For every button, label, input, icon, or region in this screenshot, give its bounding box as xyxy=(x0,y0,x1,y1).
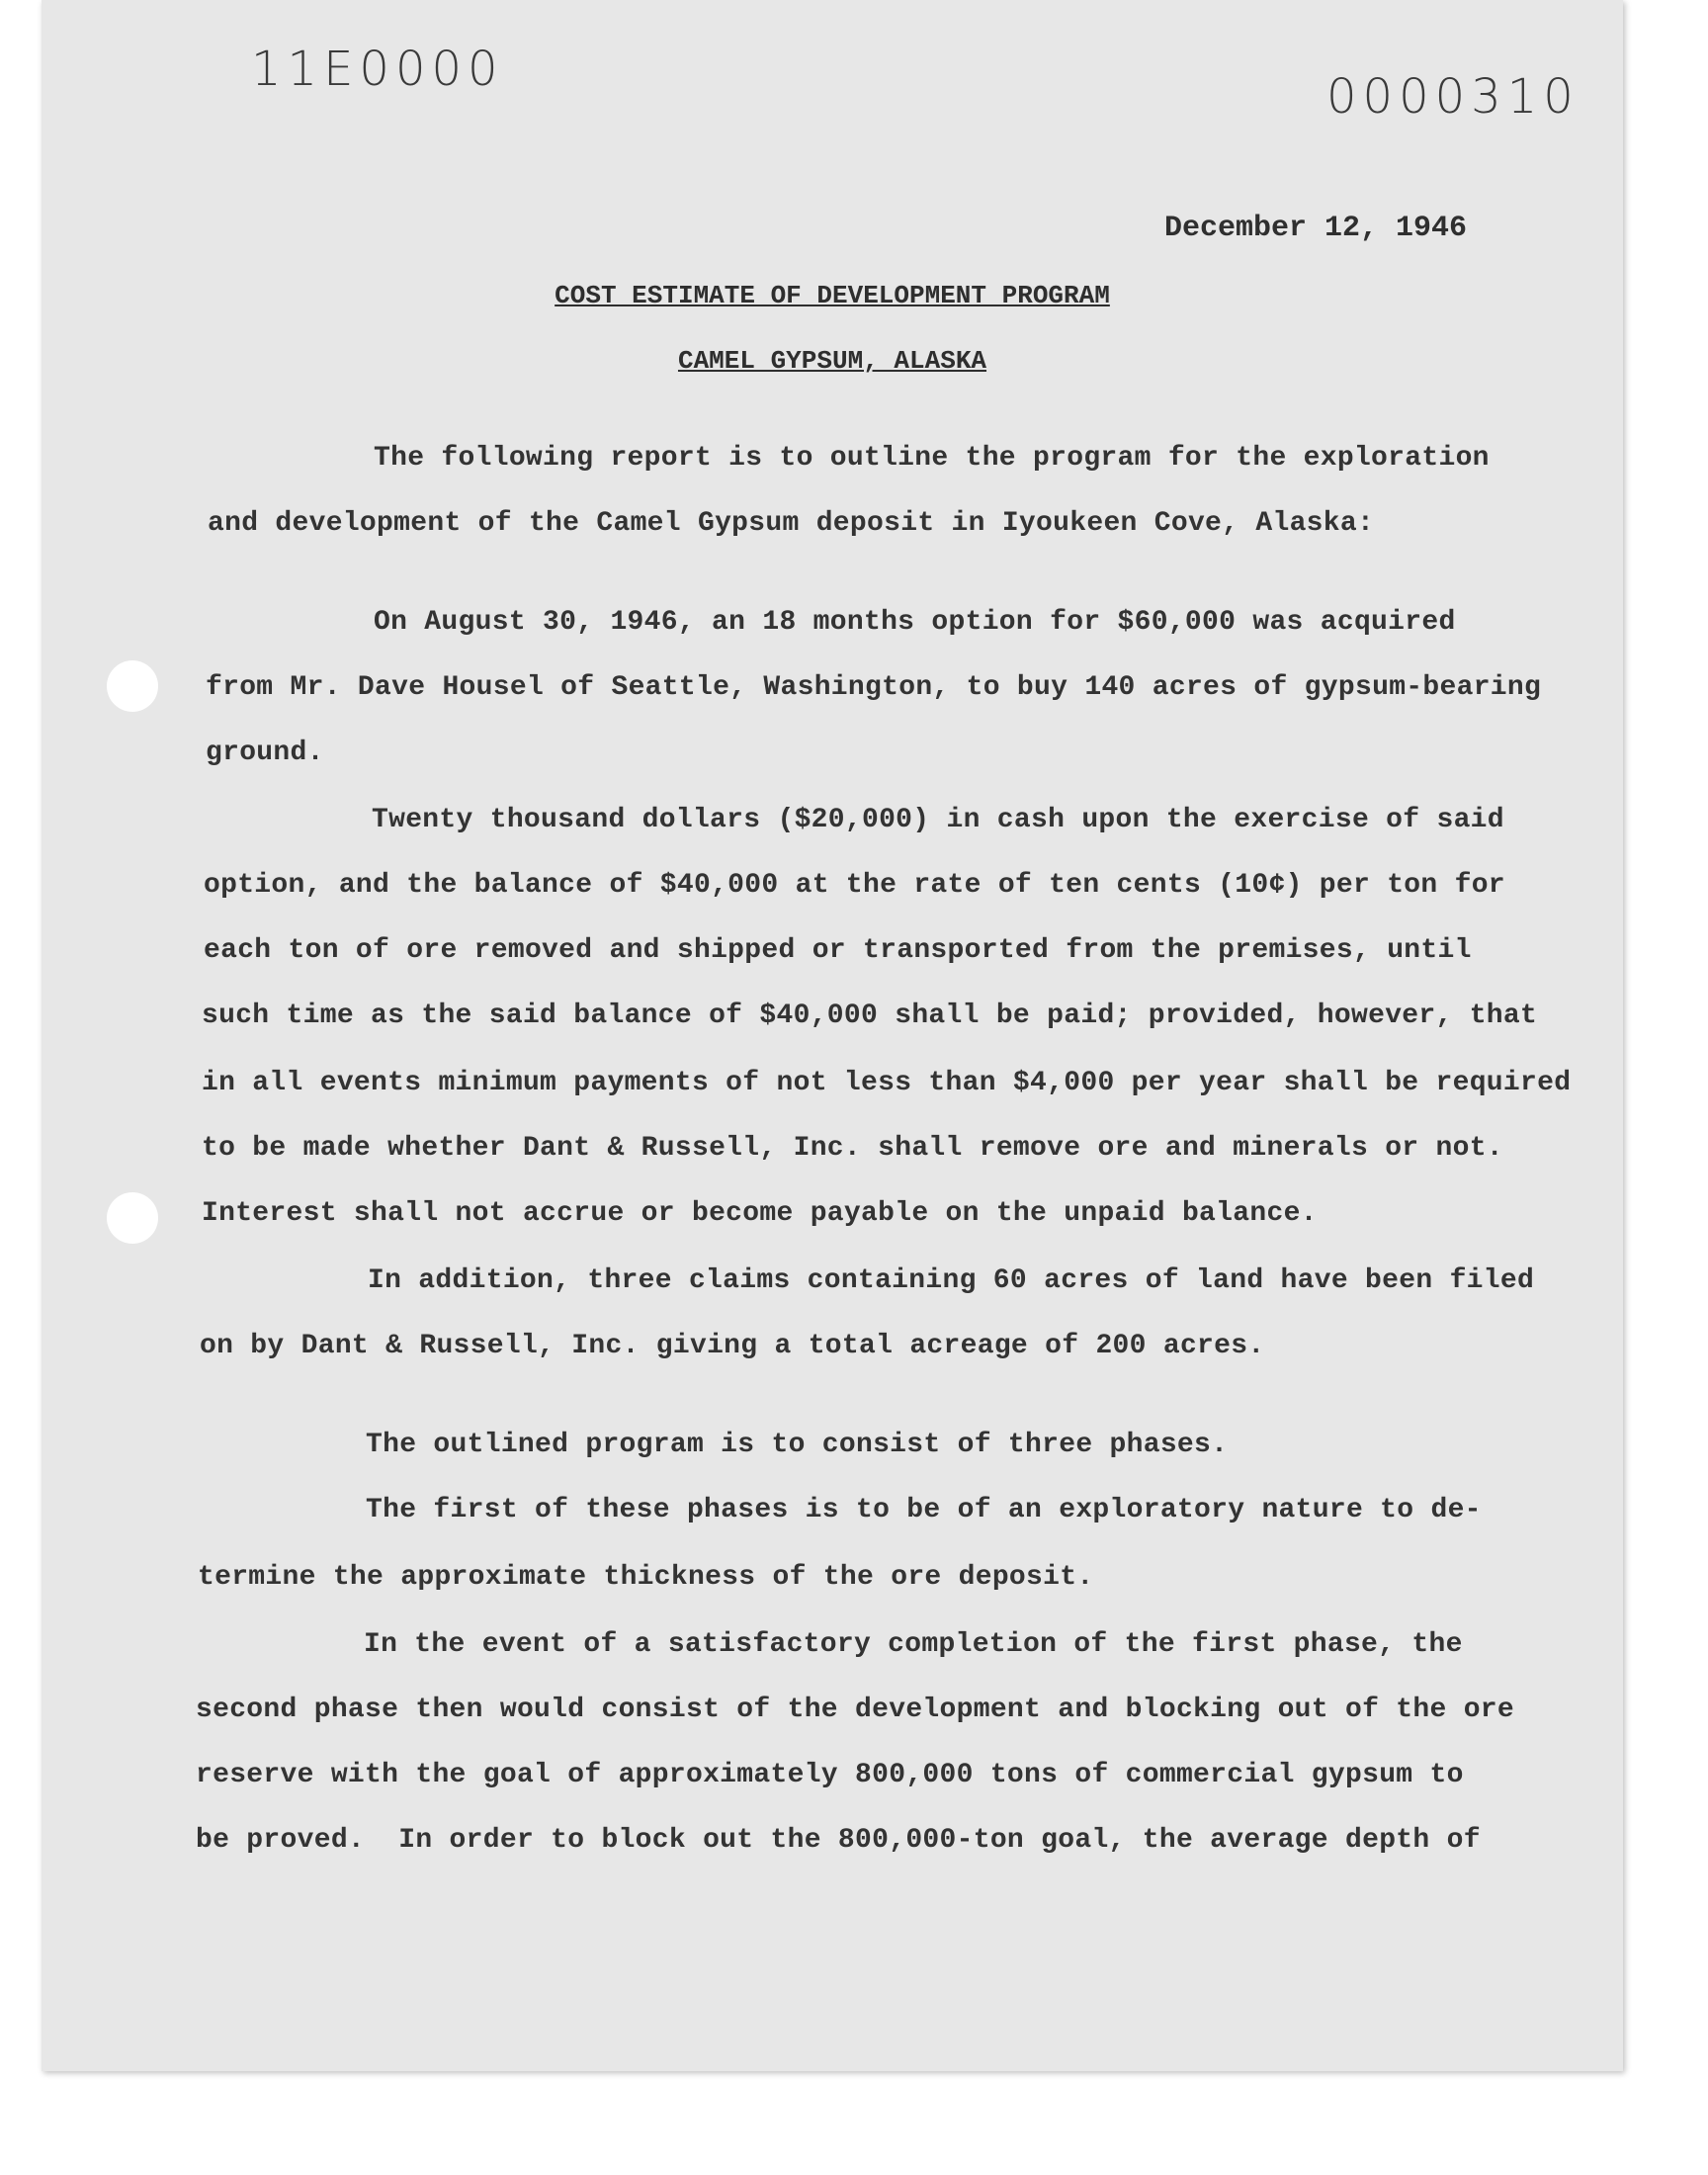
body-line: such time as the said balance of $40,000 shall be paid; provided, however, that xyxy=(202,1000,1538,1031)
body-line: In addition, three claims containing 60 acres of land have been filed xyxy=(368,1265,1535,1296)
body-line: to be made whether Dant & Russell, Inc. shall remove ore and minerals or not. xyxy=(202,1133,1503,1164)
body-line: option, and the balance of $40,000 at the rate of ten cents (10¢) per ton for xyxy=(204,870,1505,901)
page-number-stamp: 11E0000 xyxy=(251,42,504,97)
body-line: ground. xyxy=(206,738,324,768)
body-line: reserve with the goal of approximately 800,000 tons of commercial gypsum to xyxy=(196,1760,1464,1790)
body-line: In the event of a satisfactory completion of the first phase, the xyxy=(364,1629,1463,1660)
body-line: The outlined program is to consist of three phases. xyxy=(366,1430,1229,1460)
page-number-stamp: 0000310 xyxy=(1326,69,1580,125)
body-line: The first of these phases is to be of an exploratory nature to de- xyxy=(366,1495,1482,1525)
body-line: in all events minimum payments of not less than $4,000 per year shall be required xyxy=(202,1068,1572,1098)
body-line: Interest shall not accrue or become payable on the unpaid balance. xyxy=(202,1198,1318,1229)
body-line: and development of the Camel Gypsum deposit in Iyoukeen Cove, Alaska: xyxy=(208,508,1375,539)
body-line: The following report is to outline the program for the exploration xyxy=(374,443,1490,474)
body-line: termine the approximate thickness of the ore deposit. xyxy=(198,1562,1094,1593)
body-line: from Mr. Dave Housel of Seattle, Washington, to buy 140 acres of gypsum-bearing xyxy=(206,672,1542,703)
body-line: second phase then would consist of the development and blocking out of the ore xyxy=(196,1695,1515,1725)
document-page xyxy=(42,0,1623,2071)
body-line: be proved. In order to block out the 800,000-ton goal, the average depth of xyxy=(196,1825,1481,1856)
punch-hole xyxy=(107,660,158,712)
document-subtitle: CAMEL GYPSUM, ALASKA xyxy=(677,346,987,376)
body-line: on by Dant & Russell, Inc. giving a total acreage of 200 acres. xyxy=(200,1331,1265,1361)
body-line: Twenty thousand dollars ($20,000) in cash upon the exercise of said xyxy=(372,805,1504,835)
document-title: COST ESTIMATE OF DEVELOPMENT PROGRAM xyxy=(555,281,1110,310)
body-line: each ton of ore removed and shipped or transported from the premises, until xyxy=(204,935,1472,966)
punch-hole xyxy=(107,1192,158,1244)
document-date: December 12, 1946 xyxy=(1164,212,1468,245)
body-line: On August 30, 1946, an 18 months option for $60,000 was acquired xyxy=(374,607,1456,638)
